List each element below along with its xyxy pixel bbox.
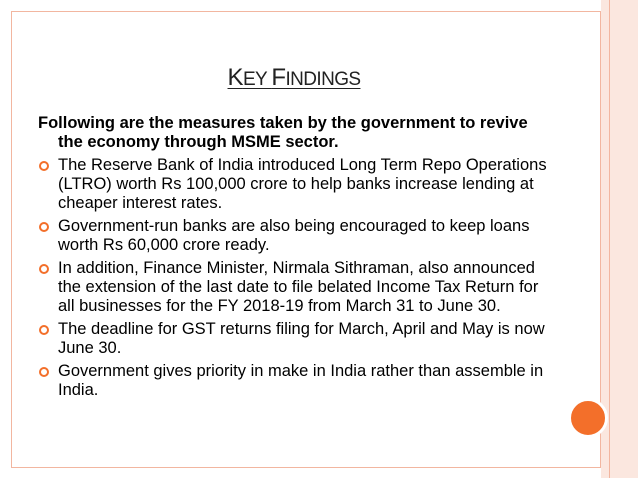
bullet-text: Government gives priority in make in India rather than assemble in India. [58,362,544,399]
intro-text: Following are the measures taken by the government to revive the economy through MSME sector. [38,114,528,151]
title-initial-k: K [227,64,243,91]
hollow-circle-bullet-icon [39,264,49,274]
hollow-circle-bullet-icon [39,222,49,232]
bullet-text: The Reserve Bank of India introduced Long Term Repo Operations (LTRO) worth Rs 100,000 crore to help banks increase lending at cheaper interest rates. [58,156,547,212]
title-initial-f: F [271,64,286,91]
bullet-item [38,156,550,213]
hollow-circle-bullet-icon [39,161,49,171]
slide-content [38,114,550,404]
bullet-list [38,156,550,400]
decorative-side-band [601,0,638,478]
hollow-circle-bullet-icon [39,367,49,377]
bullet-item [38,362,550,400]
bullet-item [38,217,550,255]
title-rest-ey: EY [242,69,272,90]
bullet-text: Government-run banks are also being encouraged to keep loans worth Rs 60,000 crore ready. [58,217,530,254]
bullet-item [38,259,550,316]
slide-title [0,64,588,92]
decorative-band-line [609,0,610,478]
bullet-text: The deadline for GST returns filing for March, April and May is now June 30. [58,320,545,357]
hollow-circle-bullet-icon [39,325,49,335]
orange-circle-icon [568,398,608,438]
bullet-text: In addition, Finance Minister, Nirmala Sithraman, also announced the extension of the last date to file belated Income Tax Return for all businesses for the FY 2018-19 from March 31 to June 30. [58,259,539,315]
title-rest-indings: INDINGS [285,69,361,90]
bullet-item [38,320,550,358]
